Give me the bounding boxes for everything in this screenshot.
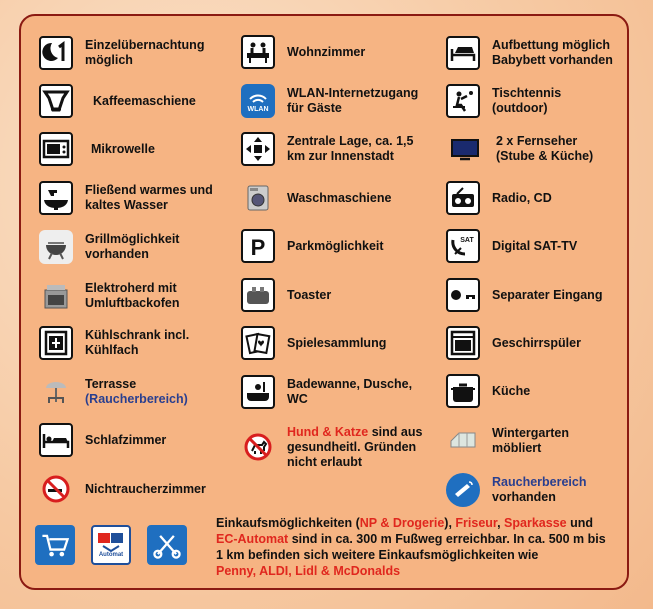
shop-stores: Penny, ALDI, Lidl & McDonalds — [216, 564, 401, 578]
amenity-label: Wohnzimmer — [287, 44, 366, 59]
key-icon — [446, 278, 480, 312]
amenity-label: Radio, CD — [492, 190, 552, 205]
amenity-label: (outdoor) — [492, 101, 548, 115]
amenity-water — [39, 178, 213, 218]
amenity-label: WC — [287, 392, 308, 406]
table-tennis-icon — [446, 84, 480, 118]
amenity-winter-garden — [446, 421, 569, 461]
amenity-label: Terrasse — [85, 377, 137, 391]
microwave-icon — [39, 132, 73, 166]
pets-text: nicht erlaubt — [287, 454, 363, 469]
water-tap-icon — [39, 181, 73, 215]
amenity-label: möbliert — [492, 441, 542, 455]
amenity-label: Elektroherd mit — [85, 281, 177, 295]
pets-text: sind aus — [368, 424, 423, 439]
amenity-fridge — [39, 323, 189, 363]
amenity-label: für Gäste — [287, 101, 342, 115]
amenity-label: Kühlfach — [85, 343, 139, 357]
amenity-label: Babybett vorhanden — [492, 53, 613, 67]
amenity-tv — [446, 129, 593, 169]
amenity-label: Toaster — [287, 287, 332, 302]
amenity-living-room — [241, 32, 365, 72]
grill-icon — [39, 230, 73, 264]
shop-friseur: Friseur — [455, 516, 498, 530]
toaster-icon — [241, 278, 275, 312]
amenity-label: kaltes Wasser — [85, 198, 168, 212]
tv-icon — [446, 132, 484, 166]
amenity-washer — [241, 178, 391, 218]
washing-machine-icon — [241, 181, 275, 215]
shop-text: , — [497, 516, 505, 530]
coffee-machine-icon — [39, 84, 73, 118]
pets-highlight: Hund & Katze — [287, 424, 369, 439]
amenity-table-tennis — [446, 81, 561, 121]
smoking-area-icon — [446, 473, 480, 507]
amenity-bath — [241, 372, 412, 412]
amenity-label: (Stube & Küche) — [496, 149, 594, 163]
amenity-wlan — [241, 81, 418, 121]
shopping-cart-icon — [35, 525, 75, 565]
amenity-label: Digital SAT-TV — [492, 238, 578, 253]
amenity-label: km zur Innenstadt — [287, 149, 394, 163]
amenity-label: Kaffeemaschiene — [93, 93, 196, 108]
amenity-label: Schlafzimmer — [85, 432, 167, 447]
amenity-label: möglich — [85, 53, 133, 67]
amenity-bedroom — [39, 420, 166, 460]
parking-icon — [241, 229, 275, 263]
shopping-info — [216, 515, 616, 579]
amenity-toaster — [241, 275, 331, 315]
amenity-dishwasher — [446, 323, 581, 363]
amenity-entrance — [446, 275, 602, 315]
amenity-stove — [39, 276, 179, 316]
amenity-label: Zentrale Lage, ca. 1,5 — [287, 134, 414, 148]
fridge-icon — [39, 326, 73, 360]
svg-text:SAT: SAT — [460, 237, 474, 244]
radio-icon — [446, 181, 480, 215]
amenity-label: Raucherbereich — [492, 475, 587, 489]
amenity-microwave — [39, 129, 155, 169]
amenity-label: Spielesammlung — [287, 335, 387, 350]
bed-icon — [39, 423, 73, 457]
amenity-sat-tv — [446, 226, 577, 266]
ec-automat-icon — [91, 525, 131, 565]
no-smoking-icon — [39, 472, 73, 506]
games-icon — [241, 326, 275, 360]
shop-text: und — [566, 516, 593, 530]
amenity-label: Umluftbackofen — [85, 296, 180, 310]
amenity-games — [241, 323, 386, 363]
hairdresser-icon — [147, 525, 187, 565]
shop-text: Einkaufsmöglichkeiten ( — [216, 516, 360, 530]
stove-icon — [39, 279, 73, 313]
atm-label: Automat — [98, 552, 124, 558]
amenity-label: Mikrowelle — [91, 141, 155, 156]
amenity-central-location — [241, 129, 413, 169]
shop-text: sind in ca. 300 m Fußweg erreichbar. In ca. 500 m bis 1 km befinden sich weitere Einkaufsmöglichkeiten wie — [216, 532, 606, 562]
amenity-label: (Raucherbereich) — [85, 392, 188, 406]
svg-text:P: P — [250, 235, 266, 260]
amenity-label: Tischtennis — [492, 86, 562, 100]
kitchen-icon — [446, 374, 480, 408]
sat-tv-icon — [446, 229, 480, 263]
pets-text: gesundheitl. Gründen — [287, 439, 417, 454]
no-pets-icon — [241, 430, 275, 464]
amenity-no-pets — [241, 423, 422, 471]
amenity-label: Parkmöglichkeit — [287, 238, 384, 253]
amenity-label: vorhanden — [492, 490, 556, 504]
amenity-label: Grillmöglichkeit — [85, 232, 180, 246]
amenity-coffee — [39, 81, 196, 121]
amenity-label: Nichtraucherzimmer — [85, 481, 206, 496]
terrace-icon — [39, 375, 73, 409]
amenity-label: vorhanden — [85, 247, 149, 261]
dishwasher-icon — [446, 326, 480, 360]
amenity-label: Küche — [492, 383, 531, 398]
amenity-label: Wintergarten — [492, 426, 569, 440]
shop-ec: EC-Automat — [216, 532, 289, 546]
amenity-terrace — [39, 372, 188, 412]
amenity-smoking-area — [446, 470, 586, 510]
amenity-non-smoking — [39, 469, 206, 509]
amenity-label: Kühlschrank incl. — [85, 328, 190, 342]
amenity-label: Geschirrspüler — [492, 335, 581, 350]
winter-garden-icon — [446, 424, 480, 458]
extra-bed-icon — [446, 36, 480, 70]
amenity-extra-bed — [446, 33, 613, 73]
amenity-label: Separater Eingang — [492, 287, 603, 302]
amenity-label: Fließend warmes und — [85, 183, 213, 197]
amenity-label: Badewanne, Dusche, — [287, 377, 413, 391]
amenity-label: WLAN-Internetzugang — [287, 86, 419, 100]
amenity-label: Einzelübernachtung — [85, 38, 205, 52]
amenity-parking — [241, 226, 384, 266]
amenity-radio — [446, 178, 552, 218]
amenity-single-night — [39, 33, 204, 73]
single-night-icon — [39, 36, 73, 70]
living-room-icon — [241, 35, 275, 69]
amenity-label: Waschmaschiene — [287, 190, 392, 205]
central-location-icon — [241, 132, 275, 166]
svg-text:WLAN: WLAN — [247, 106, 269, 113]
shop-sparkasse: Sparkasse — [504, 516, 567, 530]
amenity-label: Aufbettung möglich — [492, 38, 611, 52]
amenity-label: 2 x Fernseher — [496, 134, 578, 148]
amenity-grill — [39, 227, 179, 267]
bathtub-icon — [241, 375, 275, 409]
shop-text: ), — [444, 516, 456, 530]
amenity-kitchen — [446, 371, 530, 411]
wlan-icon — [241, 84, 275, 118]
shop-np: NP & Drogerie — [359, 516, 445, 530]
shopping-icons — [35, 525, 187, 565]
